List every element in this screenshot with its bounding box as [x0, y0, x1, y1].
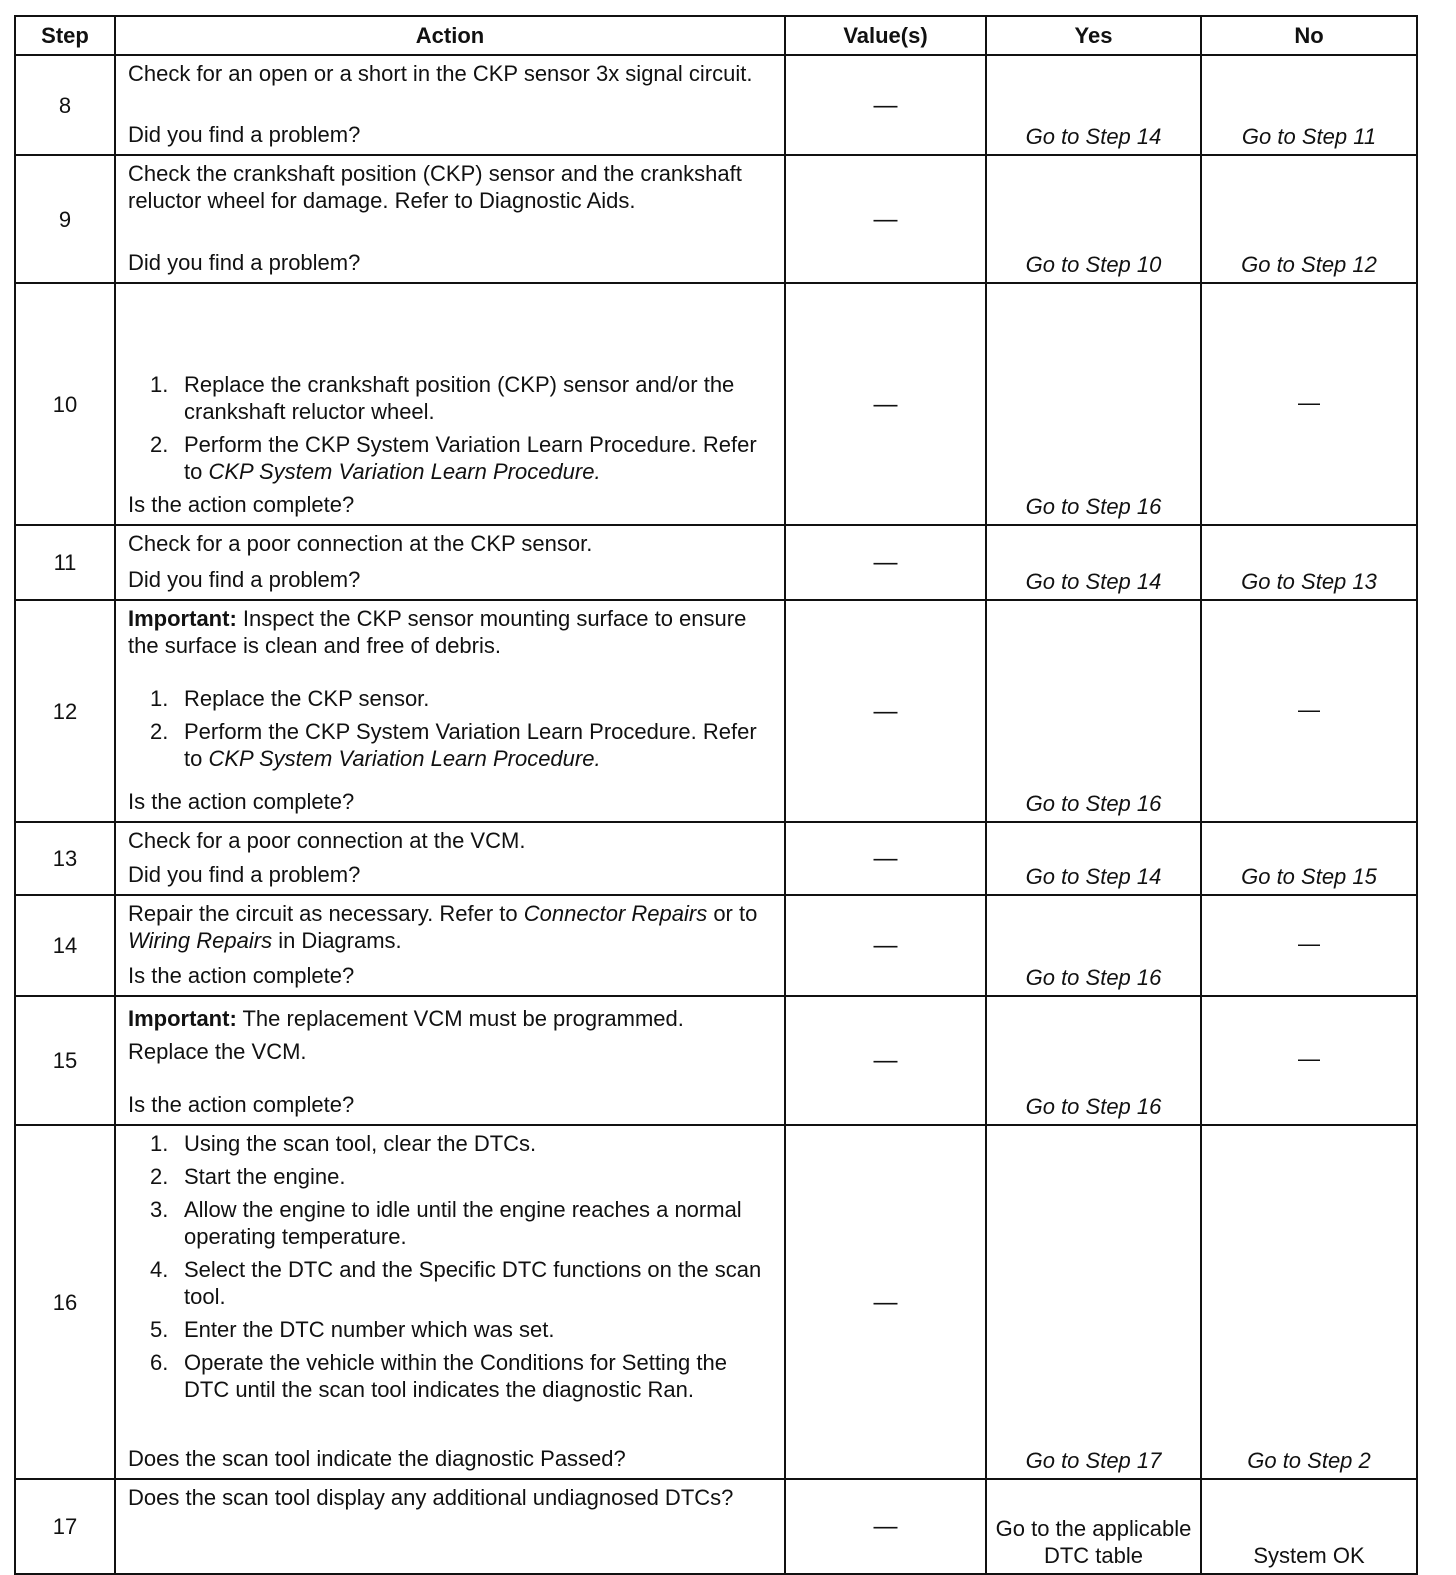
list-item-text [184, 685, 429, 712]
yes-result: Go to Step 16 [986, 895, 1201, 996]
action-list-item [128, 1196, 774, 1250]
action-list-item [128, 371, 774, 425]
action-question: Did you find a problem? [128, 567, 361, 592]
no-result: — [1201, 895, 1417, 996]
list-number: 2. [150, 1164, 169, 1189]
table-row [15, 1479, 1417, 1574]
table-row [15, 283, 1417, 525]
action-content [116, 997, 784, 1122]
list-number: 2. [150, 432, 169, 457]
header-action: Action [115, 16, 785, 55]
list-number: 2. [150, 719, 169, 744]
action-content [116, 1126, 784, 1476]
action-question: Is the action complete? [128, 963, 355, 988]
action-list-item [128, 1163, 774, 1190]
action-question: Is the action complete? [128, 492, 355, 517]
action-text-segment: CKP System Variation Learn Procedure. [208, 459, 601, 484]
action-text-segment: Perform the CKP System Variation Learn Procedure. Refer to [184, 719, 757, 771]
action-list-item [128, 1349, 774, 1403]
action-paragraph [128, 827, 774, 854]
action-question: Is the action complete? [128, 789, 355, 814]
header-values: Value(s) [785, 16, 986, 55]
table-row [15, 55, 1417, 155]
action-text-segment: The replacement VCM must be programmed. [236, 1006, 684, 1031]
action-list-item [128, 685, 774, 712]
list-item-text [184, 1256, 774, 1310]
action-text-segment: Important: [128, 606, 237, 631]
action-text-segment: Check the crankshaft position (CKP) sensor and the crankshaft reluctor wheel for damage. Refer to Diagnostic Aids. [128, 161, 742, 213]
list-number: 6. [150, 1350, 169, 1375]
yes-result: Go to Step 10 [986, 155, 1201, 283]
step-number: 10 [15, 283, 115, 525]
action-content [116, 56, 784, 152]
value-cell: — [785, 600, 986, 822]
action-text-segment: Inspect the CKP sensor mounting surface to ensure the surface is clean and free of debris. [128, 606, 747, 658]
action-text-segment: Check for an open or a short in the CKP sensor 3x signal circuit. [128, 61, 753, 86]
no-result: Go to Step 11 [1201, 55, 1417, 155]
table-row [15, 155, 1417, 283]
table-row [15, 1125, 1417, 1479]
action-question: Did you find a problem? [128, 122, 361, 147]
step-number: 14 [15, 895, 115, 996]
action-text-segment: Operate the vehicle within the Conditions for Setting the DTC until the scan tool indicates the diagnostic Ran. [184, 1350, 727, 1402]
list-item-text [184, 431, 774, 485]
list-item-text [184, 1349, 774, 1403]
action-text-segment: Important: [128, 1006, 237, 1031]
table-row [15, 895, 1417, 996]
action-cell [115, 55, 785, 155]
step-number: 8 [15, 55, 115, 155]
action-list-item [128, 718, 774, 772]
action-content [116, 896, 784, 993]
action-paragraph [128, 605, 774, 659]
action-text-segment: Wiring Repairs [128, 928, 273, 953]
action-paragraph [128, 530, 774, 557]
action-paragraph [128, 1038, 774, 1065]
yes-result: Go to Step 16 [986, 600, 1201, 822]
yes-result: Go to Step 14 [986, 822, 1201, 895]
action-paragraph [128, 160, 774, 214]
no-result: Go to Step 2 [1201, 1125, 1417, 1479]
action-content [116, 284, 784, 522]
action-cell [115, 600, 785, 822]
action-text-segment: Replace the VCM. [128, 1039, 307, 1064]
header-row [15, 16, 1417, 55]
action-cell [115, 283, 785, 525]
value-cell: — [785, 895, 986, 996]
action-text-segment: Enter the DTC number which was set. [184, 1317, 555, 1342]
step-number: 11 [15, 525, 115, 600]
value-cell: — [785, 1125, 986, 1479]
header-step: Step [15, 16, 115, 55]
action-cell [115, 1479, 785, 1574]
action-text-segment: Does the scan tool display any additional undiagnosed DTCs? [128, 1485, 734, 1510]
action-paragraph [128, 1484, 774, 1511]
action-text-segment: Select the DTC and the Specific DTC functions on the scan tool. [184, 1257, 762, 1309]
action-cell [115, 1125, 785, 1479]
table-row [15, 822, 1417, 895]
action-question: Does the scan tool indicate the diagnostic Passed? [128, 1446, 626, 1471]
yes-result: Go to Step 14 [986, 55, 1201, 155]
value-cell: — [785, 1479, 986, 1574]
action-content [116, 823, 784, 892]
action-text-segment: Connector Repairs [523, 901, 708, 926]
no-result: Go to Step 13 [1201, 525, 1417, 600]
action-text-segment: Allow the engine to idle until the engine reaches a normal operating temperature. [184, 1197, 742, 1249]
step-number: 16 [15, 1125, 115, 1479]
action-content [116, 156, 784, 280]
no-result: — [1201, 996, 1417, 1125]
yes-result: Go to Step 14 [986, 525, 1201, 600]
yes-result: Go to the applicable DTC table [986, 1479, 1201, 1574]
action-text-segment: Replace the crankshaft position (CKP) sensor and/or the crankshaft reluctor wheel. [184, 372, 735, 424]
action-paragraph [128, 1005, 774, 1032]
list-item-text [184, 1130, 536, 1157]
yes-result: Go to Step 16 [986, 283, 1201, 525]
action-paragraph [128, 900, 774, 954]
action-cell [115, 996, 785, 1125]
list-item-text [184, 718, 774, 772]
action-content [116, 601, 784, 819]
value-cell: — [785, 822, 986, 895]
action-cell [115, 155, 785, 283]
table-row [15, 996, 1417, 1125]
no-result: System OK [1201, 1479, 1417, 1574]
action-text-segment: CKP System Variation Learn Procedure. [208, 746, 601, 771]
action-list-item [128, 1130, 774, 1157]
action-question: Is the action complete? [128, 1092, 355, 1117]
action-cell [115, 822, 785, 895]
header-no: No [1201, 16, 1417, 55]
list-number: 1. [150, 686, 169, 711]
list-number: 4. [150, 1257, 169, 1282]
action-text-segment: Start the engine. [184, 1164, 346, 1189]
step-number: 13 [15, 822, 115, 895]
action-content [116, 1480, 784, 1571]
diagnostic-table [14, 15, 1418, 1575]
action-text-segment: Repair the circuit as necessary. Refer to [128, 901, 524, 926]
action-cell [115, 895, 785, 996]
list-item-text [184, 371, 774, 425]
step-number: 17 [15, 1479, 115, 1574]
list-item-text [184, 1163, 345, 1190]
action-text-segment: in Diagrams. [272, 928, 402, 953]
action-list-item [128, 1316, 774, 1343]
action-text-segment: Perform the CKP System Variation Learn Procedure. Refer to [184, 432, 757, 484]
step-number: 9 [15, 155, 115, 283]
no-result: Go to Step 12 [1201, 155, 1417, 283]
header-yes: Yes [986, 16, 1201, 55]
table-row [15, 600, 1417, 822]
step-number: 15 [15, 996, 115, 1125]
yes-result: Go to Step 16 [986, 996, 1201, 1125]
action-cell [115, 525, 785, 600]
value-cell: — [785, 283, 986, 525]
list-item-text [184, 1196, 774, 1250]
action-question: Did you find a problem? [128, 862, 361, 887]
value-cell: — [785, 996, 986, 1125]
step-number: 12 [15, 600, 115, 822]
yes-result: Go to Step 17 [986, 1125, 1201, 1479]
action-list-item [128, 431, 774, 485]
no-result: — [1201, 600, 1417, 822]
no-result: — [1201, 283, 1417, 525]
value-cell: — [785, 55, 986, 155]
action-question: Did you find a problem? [128, 250, 361, 275]
action-list-item [128, 1256, 774, 1310]
table-row [15, 525, 1417, 600]
list-number: 3. [150, 1197, 169, 1222]
action-text-segment: Replace the CKP sensor. [184, 686, 430, 711]
list-item-text [184, 1316, 554, 1343]
list-number: 5. [150, 1317, 169, 1342]
list-number: 1. [150, 1131, 169, 1156]
action-text-segment: Using the scan tool, clear the DTCs. [184, 1131, 537, 1156]
action-text-segment: Check for a poor connection at the CKP sensor. [128, 531, 593, 556]
action-content [116, 526, 784, 597]
no-result: Go to Step 15 [1201, 822, 1417, 895]
action-text-segment: or to [707, 901, 758, 926]
list-number: 1. [150, 372, 169, 397]
action-text-segment: Check for a poor connection at the VCM. [128, 828, 526, 853]
value-cell: — [785, 155, 986, 283]
value-cell: — [785, 525, 986, 600]
action-paragraph [128, 60, 774, 87]
